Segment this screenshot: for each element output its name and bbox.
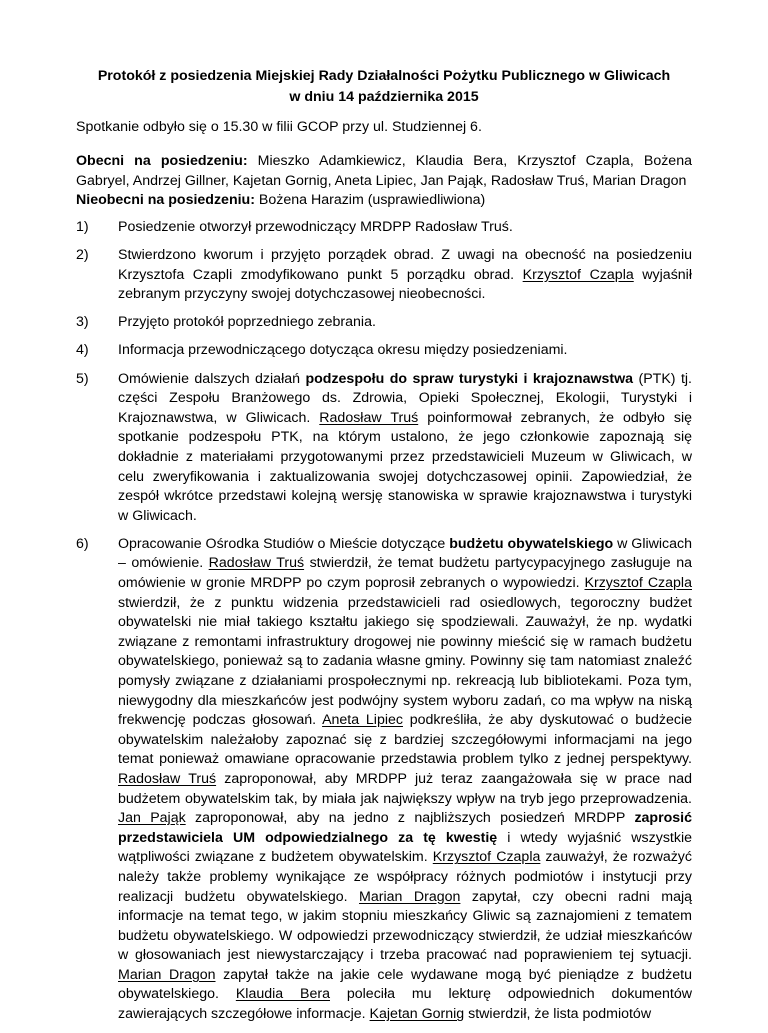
item-text: i wtedy wyjaśnić wszystkie wątpliwości związane z budżetem obywatelskim. bbox=[118, 829, 692, 866]
person-name: Radosław Truś bbox=[319, 409, 419, 426]
item-number: 1) bbox=[76, 219, 89, 235]
emphasis: budżetu obywatelskiego bbox=[449, 535, 614, 552]
item-text: stwierdził, że temat budżetu partycypacyjnego zasługuje na omówienie w gronie MRDPP po czym poprosił zebranych o wypowiedzi. bbox=[118, 555, 692, 591]
item-text: Przyjęto protokół poprzedniego zebrania. bbox=[118, 314, 376, 331]
person-name: Krzysztof Czapla bbox=[522, 266, 634, 283]
person-name: Klaudia Bera bbox=[235, 986, 330, 1003]
item-text: poleciła mu lekturę odpowiednich dokumentów zawierających szczegółowe informacje. bbox=[118, 986, 692, 1023]
item-number: 6) bbox=[76, 535, 89, 552]
agenda-item-1 bbox=[76, 218, 692, 238]
item-text: Omówienie dalszych działań bbox=[118, 370, 306, 387]
title-line-2: w dniu 14 października 2015 bbox=[289, 89, 479, 105]
emphasis: podzespołu do spraw turystyki i krajoznawstwa bbox=[305, 370, 634, 387]
person-name: Kajetan Gornig bbox=[369, 1006, 465, 1023]
person-name: Aneta Lipiec bbox=[322, 712, 403, 729]
present-names: Mieszko Adamkiewicz, Klaudia Bera, Krzysztof Czapla, Bożena Gabryel, Andrzej Gillner, Kajetan Gornig, Aneta Lipiec, Jan Pająk, Radosław Truś, Marian Dragon bbox=[76, 153, 692, 189]
item-text: Stwierdzono kworum i przyjęto porządek obrad. Z uwagi na obecność na posiedzeniu Krzysztofa Czapli zmodyfikowano punkt 5 porządku obrad. bbox=[118, 247, 692, 283]
attendance bbox=[76, 152, 692, 211]
item-text: poinformował zebranych, że odbyło się spotkanie podzespołu PTK, na którym ustalono, że jego członkowie zapoznają się dokładnie z materiałami przygotowanymi przez przedstawicieli Muzeum w Gliwicach, w celu zweryfikowania i zaktualizowania swojej dotychczasowej opinii. Zapowiedział, że zespół wkrótce przedstawi kolejną wersję stanowiska w sprawie krajoznawstwa i turystyki w Gliwicach. bbox=[118, 409, 692, 524]
item-text: stwierdził, że z punktu widzenia przedstawicieli rad osiedlowych, tegoroczny budżet obywatelski nie miał takiego kształtu jakiego się spodziewali. Zauważył, że np. wydatki związane z remontami infrastruktury drogowej nie powinny mieścić się w ramach budżetu obywatelskiego, ponieważ są to zadania własne gminy. Powinny się tam natomiast znaleźć pomysły związane z działaniami prospołecznymi np. rekreacją lub bibliotekami. Poza tym, niewygodny dla mieszkańców jest podwójny system wyboru zadań, co ma wpływ na niską frekwencję podczas głosowań. bbox=[118, 594, 692, 729]
item-text: Informacja przewodniczącego dotycząca okresu między posiedzeniami. bbox=[118, 342, 568, 359]
person-name: Radosław Truś bbox=[208, 555, 305, 572]
item-number: 2) bbox=[76, 247, 89, 264]
item-text: podkreśliła, że aby dyskutować o budżecie obywatelskim należałoby zapoznać się z bardziej szczegółowymi informacjami na jego temat ponieważ omawiane opracowanie przedstawia problem tylko z jednej perspektywy. bbox=[118, 712, 693, 768]
item-number: 5) bbox=[76, 370, 89, 387]
title-line-1: Protokół z posiedzenia Miejskiej Rady Działalności Pożytku Publicznego w Gliwicach bbox=[97, 68, 671, 84]
person-name: Marian Dragon bbox=[359, 888, 461, 905]
person-name: Krzysztof Czapla bbox=[584, 575, 692, 591]
agenda-item-5 bbox=[76, 370, 692, 527]
person-name: Krzysztof Czapla bbox=[432, 849, 541, 866]
meeting-info: Spotkanie odbyło się o 15.30 w filii GCOP przy ul. Studziennej 6. bbox=[76, 119, 482, 135]
item-text: Posiedzenie otworzył przewodniczący MRDPP Radosław Truś. bbox=[118, 219, 513, 235]
item-text: zauważył, że rozważyć należy także problemy wynikające ze współpracy różnych podmiotów i instytucji przy realizacji budżetu obywatelskiego. bbox=[118, 849, 692, 905]
item-text: stwierdził, że lista podmiotów bbox=[464, 1006, 652, 1023]
absent-label: Nieobecni na posiedzeniu: bbox=[76, 192, 255, 209]
agenda-item-6 bbox=[76, 535, 692, 1025]
item-text: zapytał, czy obecni radni mają informacje na temat tego, w jakim stopniu mieszkańcy Gliwic są zaznajomieni z tematem budżetu obywatelskiego. W odpowiedzi przewodniczący stwierdził, że udział mieszkańców w głosowaniach jest niewystarczający i trzeba pracować nad poprawieniem tej sytuacji. bbox=[118, 888, 693, 964]
absent-names: Bożena Harazim (usprawiedliwiona) bbox=[254, 192, 486, 209]
item-number: 3) bbox=[76, 314, 89, 331]
item-text: zaproponował, aby MRDPP już teraz zaangażowała się w prace nad budżetem obywatelskim tak, by miała jak największy wpływ na tryb jego przeprowadzenia. bbox=[118, 770, 692, 807]
item-text: (PTK) tj. części Zespołu Branżowego ds. Zdrowia, Opieki Społecznej, Ekologii, Turystyki i Krajoznawstwa, w Gliwicach. bbox=[118, 370, 692, 426]
emphasis: zaprosić przedstawiciela UM odpowiedzialnego za tę kwestię bbox=[118, 810, 692, 846]
item-text: w Gliwicach – omówienie. bbox=[118, 535, 693, 572]
absent-paragraph bbox=[76, 191, 692, 211]
agenda-item-3 bbox=[76, 313, 692, 333]
item-number: 4) bbox=[76, 342, 89, 359]
item-text: zaproponował, aby na jedno z najbliższych posiedzeń MRDPP bbox=[185, 810, 635, 827]
person-name: Marian Dragon bbox=[118, 966, 216, 983]
agenda-item-2 bbox=[76, 246, 692, 305]
present-label: Obecni na posiedzeniu: bbox=[76, 153, 248, 169]
person-name: Jan Pająk bbox=[118, 810, 186, 827]
item-text: zapytał także na jakie cele wydawane mogą być pieniądze z budżetu obywatelskiego. bbox=[118, 966, 692, 1003]
agenda-item-4 bbox=[76, 341, 692, 361]
item-text: Opracowanie Ośrodka Studiów o Mieście dotyczące bbox=[118, 535, 450, 552]
person-name: Radosław Truś bbox=[118, 770, 217, 787]
agenda-list bbox=[76, 218, 692, 1033]
document-title bbox=[0, 66, 768, 108]
item-text: wyjaśnił zebranym przyczyny swojej dotychczasowej nieobecności. bbox=[118, 266, 692, 303]
present-paragraph bbox=[76, 152, 692, 191]
